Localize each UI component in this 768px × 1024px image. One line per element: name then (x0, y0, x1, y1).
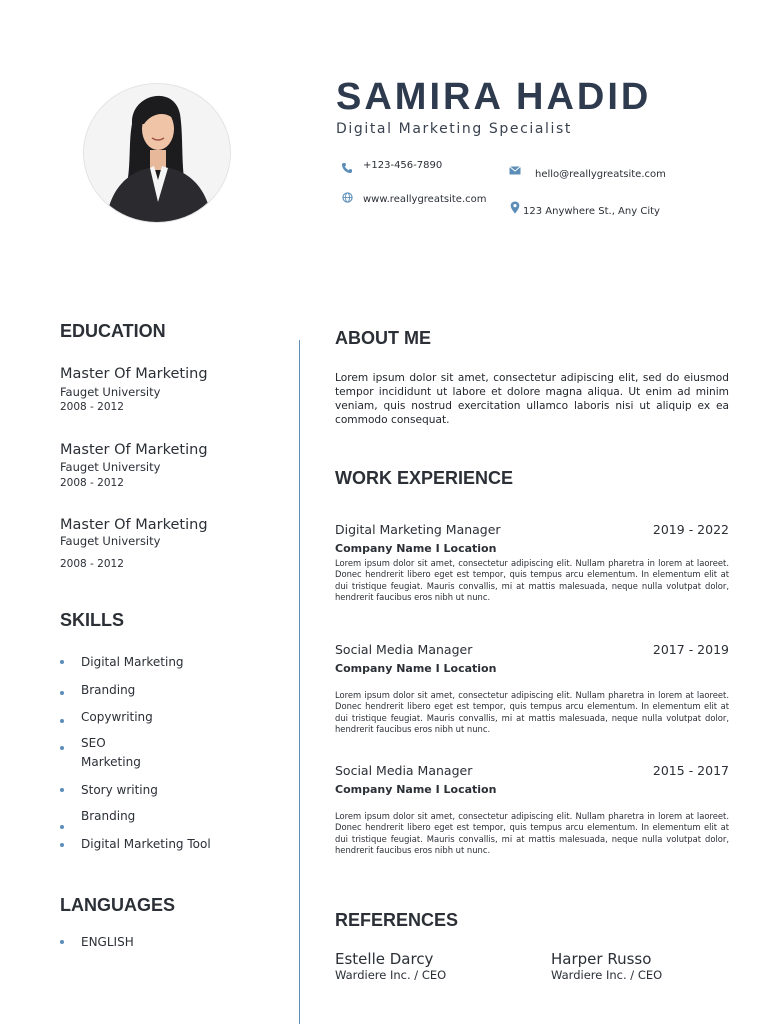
job-years: 2017 - 2019 (652, 642, 729, 657)
education-heading: EDUCATION (60, 321, 166, 341)
language-bullet (60, 940, 64, 944)
email-icon (509, 166, 521, 178)
job-description: Lorem ipsum dolor sit amet, consectetur adipiscing elit. Nullam pharetra in lorem at laoreet. Donec hendrerit libero eget est tempor, quis tempus arcu elementum. In elementum elit at dui tristique feugiat. Mauris convallis, mi at mattis malesuada, neque nulla volutpat dolor, hendrerit faucibus eros nibh ut nunc. (335, 558, 729, 603)
education-years: 2008 - 2012 (60, 401, 124, 413)
phone-icon (341, 162, 353, 177)
education-years: 2008 - 2012 (60, 477, 124, 489)
education-degree: Master Of Marketing (60, 366, 208, 382)
about-text: Lorem ipsum dolor sit amet, consectetur adipiscing elit, sed do eiusmod tempor incididunt ut labore et dolore magna aliqua. Ut enim ad minim veniam, quis nostrud exercitation ullamco laboris nisi ut aliquip ex ea commodo consequat. (335, 372, 729, 426)
candidate-title: Digital Marketing Specialist (336, 121, 572, 137)
job-description: Lorem ipsum dolor sit amet, consectetur adipiscing elit. Nullam pharetra in lorem at laoreet. Donec hendrerit libero eget est tempor, quis tempus arcu elementum. In elementum elit at dui tristique feugiat. Mauris convallis, mi at mattis malesuada, neque nulla volutpat dolor, hendrerit faucibus eros nibh ut nunc. (335, 811, 729, 856)
skill-bullet (60, 843, 64, 847)
skill-bullet (60, 746, 64, 750)
skill-bullet (60, 691, 64, 695)
work-experience-heading: WORK EXPERIENCE (335, 468, 514, 488)
job-company: Company Name I Location (335, 783, 497, 796)
languages-heading: LANGUAGES (60, 895, 176, 915)
skill-bullet (60, 719, 64, 723)
email-text: hello@reallygreatsite.com (535, 168, 666, 180)
website-text: www.reallygreatsite.com (363, 193, 487, 205)
skill-item: Story writing (81, 783, 158, 797)
candidate-name: SAMIRA HADID (336, 76, 652, 118)
globe-icon (342, 192, 353, 206)
skill-bullet (60, 788, 64, 792)
education-years: 2008 - 2012 (60, 558, 124, 570)
skill-item: Marketing (81, 755, 141, 769)
skill-bullet (60, 825, 64, 829)
skill-item: Copywriting (81, 710, 153, 724)
address-text: 123 Anywhere St., Any City (523, 205, 660, 217)
education-degree: Master Of Marketing (60, 442, 208, 458)
reference-name: Estelle Darcy (335, 950, 434, 968)
language-item: ENGLISH (81, 935, 134, 949)
contact-phone (341, 162, 442, 177)
job-title: Social Media Manager (335, 763, 473, 778)
skill-item: Digital Marketing (81, 655, 184, 669)
skill-item: Branding (81, 683, 136, 697)
skill-item: SEO (81, 736, 106, 750)
job-years: 2019 - 2022 (652, 522, 729, 537)
education-degree: Master Of Marketing (60, 517, 208, 533)
about-heading: ABOUT ME (335, 328, 431, 348)
job-title: Digital Marketing Manager (335, 522, 501, 537)
job-company: Company Name I Location (335, 542, 497, 555)
job-years: 2015 - 2017 (652, 763, 729, 778)
profile-photo (83, 83, 231, 223)
skill-item: Branding (81, 809, 136, 823)
job-company: Company Name I Location (335, 662, 497, 675)
job-description: Lorem ipsum dolor sit amet, consectetur adipiscing elit. Nullam pharetra in lorem at laoreet. Donec hendrerit libero eget est tempor, quis tempus arcu elementum. In elementum elit at dui tristique feugiat. Mauris convallis, mi at mattis malesuada, neque nulla volutpat dolor, hendrerit faucibus eros nibh ut nunc. (335, 690, 729, 735)
references-heading: REFERENCES (335, 910, 459, 930)
education-school: Fauget University (60, 460, 161, 474)
column-divider (299, 340, 300, 1024)
contact-email (509, 166, 666, 178)
reference-role: Wardiere Inc. / CEO (551, 968, 663, 982)
location-icon (510, 201, 520, 217)
job-title: Social Media Manager (335, 642, 473, 657)
reference-role: Wardiere Inc. / CEO (335, 968, 447, 982)
skill-bullet (60, 660, 64, 664)
contact-address (510, 201, 660, 217)
phone-text: +123-456-7890 (363, 160, 443, 171)
contact-website (342, 192, 486, 206)
education-school: Fauget University (60, 385, 161, 399)
skills-heading: SKILLS (60, 610, 125, 630)
skill-item: Digital Marketing Tool (81, 837, 211, 851)
education-school: Fauget University (60, 534, 161, 548)
reference-name: Harper Russo (551, 950, 652, 968)
